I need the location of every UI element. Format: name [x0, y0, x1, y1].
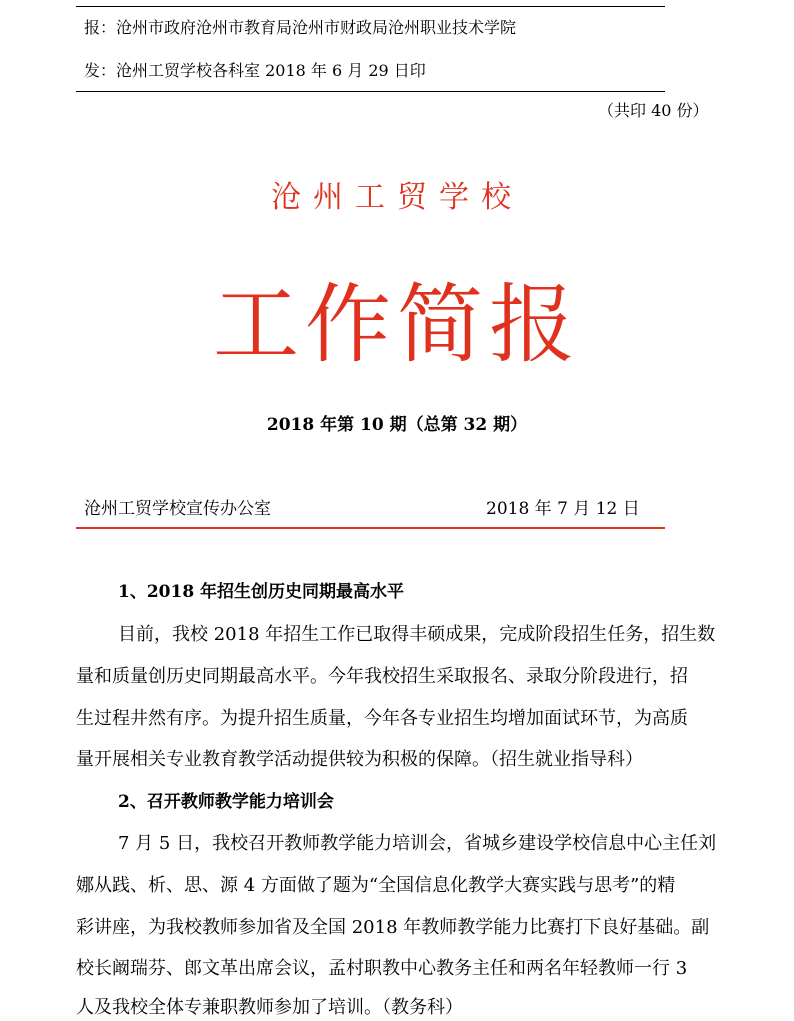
header-bottom-rule	[76, 91, 665, 92]
article-paragraph-line: 彩讲座，为我校教师参加省及全国 2018 年教师教学能力比赛打下良好基础。副	[76, 917, 710, 938]
article-paragraph-line: 量开展相关专业教育教学活动提供较为积极的保障。（招生就业指导科）	[76, 749, 643, 770]
article-paragraph-line: 人及我校全体专兼职教师参加了培训。（教务科）	[76, 997, 463, 1018]
report-to-line: 报：沧州市政府沧州市教育局沧州市财政局沧州职业技术学院	[84, 18, 517, 37]
copies-count: （共印 40 份）	[598, 101, 709, 120]
issue-number: 2018 年第 10 期（总第 32 期）	[266, 415, 528, 435]
top-rule	[76, 6, 665, 7]
article-heading: 2、召开教师教学能力培训会	[118, 792, 334, 812]
publish-date: 2018 年 7 月 12 日	[486, 499, 640, 519]
article-paragraph-line: 生过程井然有序。为提升招生质量，今年各专业招生均增加面试环节，为高质	[76, 708, 688, 729]
publisher-office: 沧州工贸学校宣传办公室	[84, 499, 271, 519]
masthead-title: 工作简报	[213, 275, 581, 375]
send-to-line: 发：沧州工贸学校各科室 2018 年 6 月 29 日印	[84, 61, 426, 80]
article-paragraph-line: 目前，我校 2018 年招生工作已取得丰硕成果，完成阶段招生任务，招生数	[118, 624, 716, 645]
masthead-school-name: 沧州工贸学校	[271, 180, 523, 215]
article-heading: 1、2018 年招生创历史同期最高水平	[118, 582, 405, 602]
article-paragraph-line: 校长阚瑞芬、郎文革出席会议，孟村职教中心教务主任和两名年轻教师一行 3	[76, 958, 688, 979]
article-paragraph-line: 7 月 5 日，我校召开教师教学能力培训会，省城乡建设学校信息中心主任刘	[118, 833, 717, 854]
masthead-red-rule	[76, 527, 665, 529]
article-paragraph-line: 娜从践、析、思、源 4 方面做了题为“全国信息化教学大赛实践与思考”的精	[76, 875, 676, 896]
article-paragraph-line: 量和质量创历史同期最高水平。今年我校招生采取报名、录取分阶段进行，招	[76, 666, 688, 687]
